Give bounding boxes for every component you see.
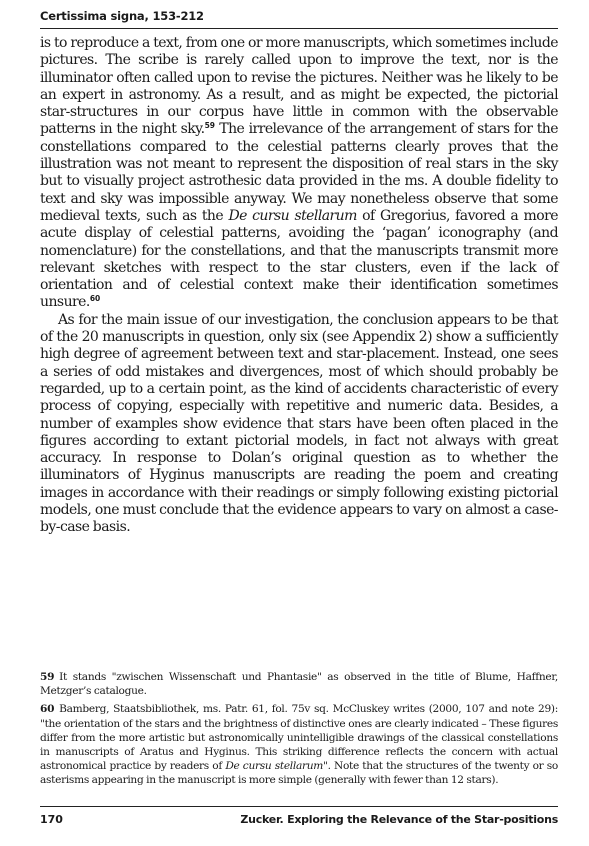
footnote-text: It stands "zwischen Wissenschaft und Phantasie" as observed in the title of Blume, Haffner, Metzger’s catalogue. xyxy=(40,671,558,698)
paragraph-1-text-b: The irrelevance of the arrangement of stars for the constellations compared to the celestial patterns clearly proves that the illustration was not meant to represent the disposition of real stars in the sky but to visually project astrothesic data provided in the ms. A double fidelity to text and sky was impossible anyway. We may nonetheless observe that some medieval texts, such as the xyxy=(40,121,559,224)
footer-rule xyxy=(40,806,558,807)
footnote-italic-title: De cursu stellarum xyxy=(225,760,324,773)
italic-title: De cursu stellarum xyxy=(228,207,357,224)
footnote-ref-60[interactable]: 60 xyxy=(89,294,101,304)
footnote-number: 59 xyxy=(40,671,55,683)
footnote-number: 60 xyxy=(40,703,55,716)
footnote-text-a: Bamberg, Staatsbibliothek, ms. Patr. 61, fol. 75v sq. McCluskey writes (2000, 107 and note 29): "the orientation of the stars and the brightness of distinctive ones are clearly indicated – These figures differ from the more artistic but astronomically unintelligible drawings of the classical constellations in manuscripts of Aratus and Hyginus. This striking difference reflects the concern with actual astronomical practice by readers of xyxy=(40,703,558,773)
footnote-ref-59[interactable]: 59 xyxy=(204,121,215,131)
body-text xyxy=(40,35,558,537)
paragraph-1-text-a: is to reproduce a text, from one or more manuscripts, which sometimes include pictures. The scribe is rarely called upon to improve the text, nor is the illuminator often called upon to revise the pictures. Neither was he likely to be an expert in astronomy. As a result, and as might be expected, the pictorial star-structures in our corpus have little in common with the observable patterns in the night sky. xyxy=(40,35,558,138)
paragraph-2: As for the main issue of our investigation, the conclusion appears to be that of the 20 manuscripts in question, only six (see Appendix 2) show a sufficiently high degree of agreement between text and star-placement. Instead, one sees a series of odd mistakes and divergences, most of which should probably be regarded, up to a certain point, as the kind of accidents characteristic of every process of copying, especially with repetitive and numeric data. Besides, a number of examples show evidence that stars have been often placed in the figures according to extant pictorial models, in fact not always with great accuracy. In response to Dolan’s original question as to whether the illuminators of Hyginus manuscripts are reading the poem and creating images in accordance with their readings or simply following existing pictorial models, one must conclude that the evidence appears to vary on almost a case-by-case basis. xyxy=(40,311,558,536)
footnotes xyxy=(40,670,558,792)
footnote-60 xyxy=(40,702,558,787)
paragraph-1-text-c: of Gregorius, favored a more acute display of celestial patterns, avoiding the ‘pagan’ iconography (and nomenclature) for the constellations, and that the manuscripts transmit more relevant sketches with respect to the star clusters, even if the lack of orientation and of celestial context make their identification sometimes unsure. xyxy=(40,207,558,311)
page-number: 170 xyxy=(40,813,63,826)
footnote-59 xyxy=(40,670,558,698)
running-foot: Zucker. Exploring the Relevance of the Star-positions xyxy=(240,813,558,826)
running-head: Certissima signa, 153-212 xyxy=(40,9,204,23)
paragraph-1 xyxy=(40,35,558,312)
header-rule xyxy=(40,28,558,29)
footnote-text-b: ". Note that the structures of the twenty or so asterisms appearing in the manuscript is more simple (generally with fewer than 12 stars). xyxy=(40,760,558,787)
